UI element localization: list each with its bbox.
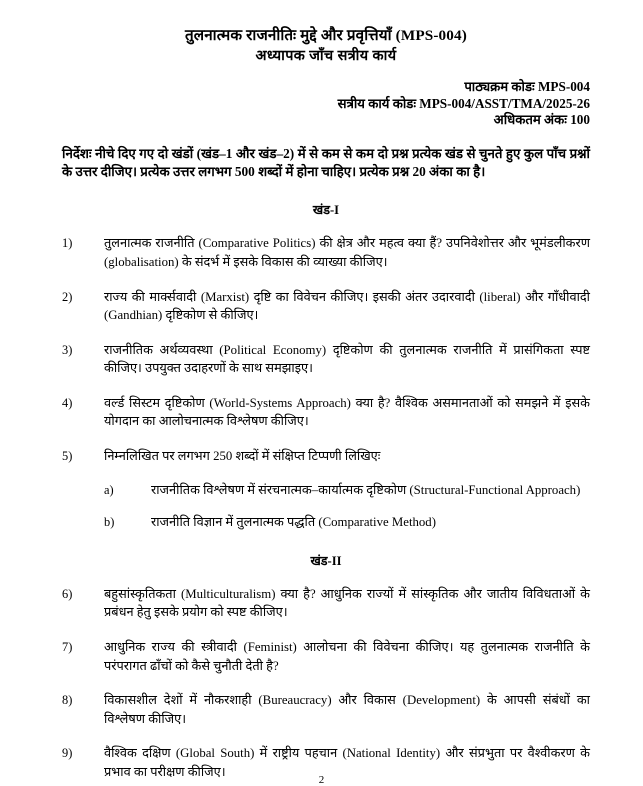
- question-text: बहुसांस्कृतिकता (Multiculturalism) क्या है? आधुनिक राज्यों में सांस्कृतिक और जातीय विविधताओं के प्रबंधन हेतु इसके प्रयोग को स्पष्ट कीजिए।: [104, 586, 590, 620]
- question-item: [62, 288, 590, 325]
- question-number: 3): [62, 342, 73, 357]
- subitem-text: राजनीतिक विश्लेषण में संरचनात्मक–कार्यात्मक दृष्टिकोण (Structural-Functional Approach): [151, 482, 581, 497]
- question-text: राजनीतिक अर्थव्यवस्था (Political Economy) दृष्टिकोण की तुलनात्मक राजनीति में प्रासंगिकता स्पष्ट कीजिए। उपयुक्त उदाहरणों के साथ समझाइए।: [104, 342, 590, 376]
- question-number: 9): [62, 746, 73, 761]
- question-item: [62, 691, 590, 728]
- question-number: 5): [62, 449, 73, 464]
- question-subitem: [104, 481, 590, 500]
- question-text: वर्ल्ड सिस्टम दृष्टिकोण (World-Systems Approach) क्या है? वैश्विक असमानताओं को समझने में इसके योगदान का आलोचनात्मक विश्लेषण कीजिए।: [104, 395, 590, 429]
- section-heading-2: खंड-II: [310, 553, 342, 568]
- subitem-number: b): [104, 515, 115, 530]
- question-number: 7): [62, 640, 73, 655]
- question-number: 4): [62, 395, 73, 410]
- question-text: निम्नलिखित पर लगभग 250 शब्दों में संक्षिप्त टिप्पणी लिखिएः: [104, 449, 381, 464]
- question-item: [62, 447, 590, 532]
- question-text: वैश्विक दक्षिण (Global South) में राष्ट्रीय पहचान (National Identity) और संप्रभुता पर वैश्वीकरण के प्रभाव का परीक्षण कीजिए।: [104, 746, 590, 779]
- question-text: आधुनिक राज्य की स्त्रीवादी (Feminist) आलोचना की विवेचना कीजिए। यह तुलनात्मक राजनीति के परंपरागत ढाँचों को कैसे चुनौती देती है?: [104, 640, 590, 673]
- question-item: [62, 234, 590, 271]
- document-header: [62, 26, 590, 66]
- question-number: 6): [62, 586, 73, 601]
- page-number: 2: [318, 774, 325, 786]
- question-item: [62, 394, 590, 431]
- subitem-number: a): [104, 482, 114, 497]
- subitem-text: राजनीति विज्ञान में तुलनात्मक पद्धति (Comparative Method): [151, 515, 436, 530]
- assignment-meta: [62, 79, 590, 129]
- question-item: [62, 341, 590, 378]
- course-code-line: पाठ्यक्रम कोडः MPS-004: [464, 79, 590, 94]
- instructions-paragraph: निर्देशः नीचे दिए गए दो खंडों (खंड–1 और खंड–2) में से कम से कम दो प्रश्न प्रत्येक खंड से चुनते हुए कुल पाँच प्रश्नों के उत्तर दीजिए। प्रत्येक उत्तर लगभग 500 शब्दों में होना चाहिए। प्रत्येक प्रश्न 20 अंका का है।: [62, 145, 590, 179]
- page-subtitle: अध्यापक जाँच सत्रीय कार्य: [255, 48, 397, 64]
- question-text: तुलनात्मक राजनीति (Comparative Politics) की क्षेत्र और महत्व क्या हैं? उपनिवेशोत्तर और भूमंडलीकरण (globalisation) के संदर्भ में इसके विकास की व्याख्या कीजिए।: [104, 236, 590, 269]
- question-subitem: [104, 513, 590, 532]
- question-item: [62, 585, 590, 622]
- question-item: [62, 638, 590, 675]
- question-text: राज्य की मार्क्सवादी (Marxist) दृष्टि का विवेचन कीजिए। इसकी अंतर उदारवादी (liberal) और गाँधीवादी (Gandhian) दृष्टिकोण से कीजिए।: [104, 289, 590, 323]
- question-number: 1): [62, 236, 73, 251]
- question-number: 8): [62, 693, 73, 708]
- assignment-code-line: सत्रीय कार्य कोडः MPS-004/ASST/TMA/2025-26: [337, 95, 590, 111]
- question-list-section-2: [62, 585, 590, 782]
- question-text: विकासशील देशों में नौकरशाही (Bureaucracy) और विकास (Development) के आपसी संबंधों का विश्लेषण कीजिए।: [104, 693, 590, 726]
- max-marks-line: अधिकतम अंकः 100: [493, 112, 590, 127]
- question-number: 2): [62, 289, 73, 304]
- question-subitem-list: [104, 481, 590, 532]
- question-list-section-1: [62, 234, 590, 532]
- page-title: तुलनात्मक राजनीतिः मुद्दे और प्रवृत्तियाँ (MPS-004): [185, 27, 467, 44]
- section-heading-1: खंड-I: [312, 203, 340, 218]
